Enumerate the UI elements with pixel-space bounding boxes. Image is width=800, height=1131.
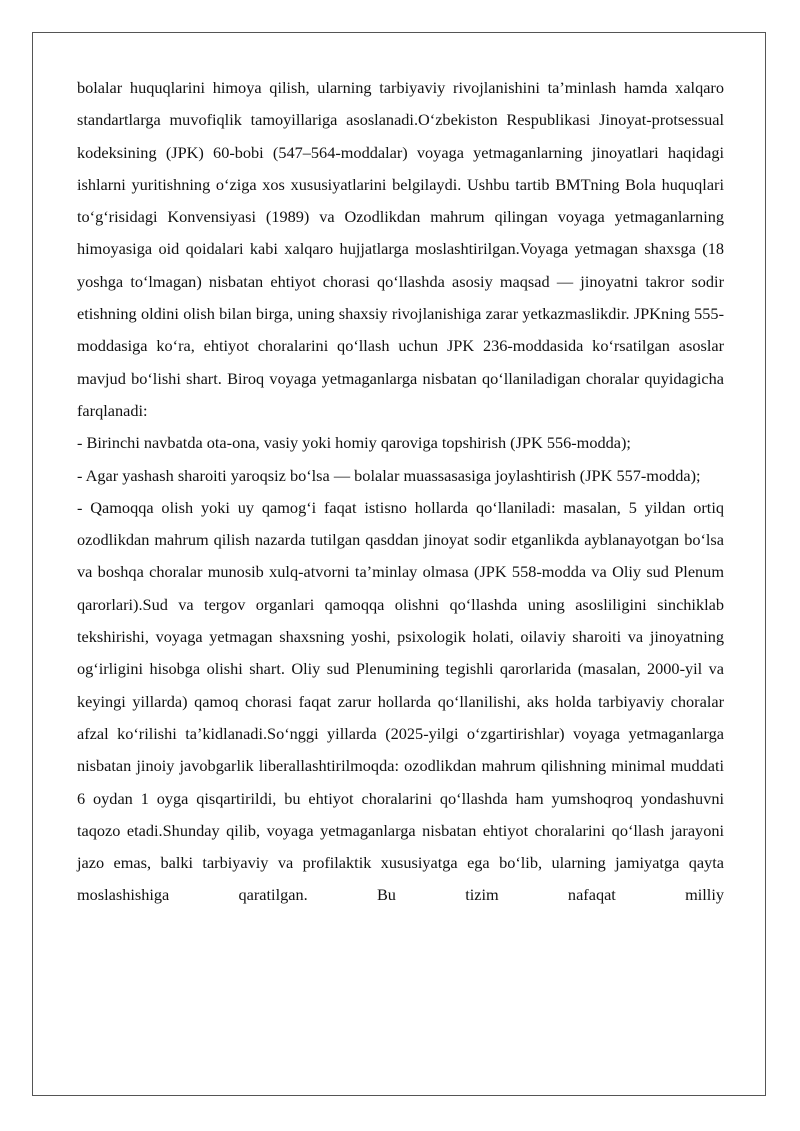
list-item-detention: - Qamoqqa olish yoki uy qamog‘i faqat istisno hollarda qo‘llaniladi: masalan, 5 yildan ortiq ozodlikdan mahrum qilish nazarda tutilgan qasddan jinoyat sodir etganlikda ayblanayotgan bo‘lsa va boshqa choralar munosib xulq-atvorni ta’minlay olmasa (JPK 558-modda va Oliy sud Plenum qarorlari).Sud va tergov organlari qamoqqa olishni qo‘llashda uning asosliligini sinchiklab tekshirishi, voyaga yetmagan shaxsning yoshi, psixologik holati, oilaviy sharoiti va jinoyatning og‘irligini hisobga olishi shart. Oliy sud Plenumining tegishli qarorlarida (masalan, 2000-yil va keyingi yillarda) qamoq chorasi faqat zarur hollarda qo‘llanilishi, aks holda tarbiyaviy choralar afzal ko‘rilishi ta’kidlanadi.So‘nggi yillarda (2025-yilgi o‘zgartirishlar) voyaga yetmaganlarga nisbatan jinoiy javobgarlik liberallashtirilmoqda: ozodlikdan mahrum qilishning minimal muddati 6 oydan 1 oyga qisqartirildi, bu ehtiyot choralarini qo‘llashda ham yumshoqroq yondashuvni taqozo etadi.Shunday qilib, voyaga yetmaganlarga nisbatan ehtiyot choralarini qo‘llash jarayoni jazo emas, balki tarbiyaviy va profilaktik xususiyatga ega bo‘lib, ularning jamiyatga qayta moslashishiga qaratilgan. Bu tizim nafaqat milliy (77, 497, 724, 905)
document-body (77, 72, 724, 912)
list-item-child-institution: - Agar yashash sharoiti yaroqsiz bo‘lsa — bolalar muassasasiga joylashtirish (JPK 557-modda); (77, 465, 701, 485)
list-item-parental-custody: - Birinchi navbatda ota-ona, vasiy yoki homiy qaroviga topshirish (JPK 556-modda); (77, 433, 631, 453)
paragraph-intro: bolalar huquqlarini himoya qilish, ularning tarbiyaviy rivojlanishini ta’minlash hamda xalqaro standartlarga muvofiqlik tamoyillariga asoslanadi.O‘zbekiston Respublikasi Jinoyat-protsessual kodeksining (JPK) 60-bobi (547–564-moddalar) voyaga yetmaganlarning jinoyatlari haqidagi ishlarni yuritishning o‘ziga xos xususiyatlarini belgilaydi. Ushbu tartib BMTning Bola huquqlari to‘g‘risidagi Konvensiyasi (1989) va Ozodlikdan mahrum qilingan voyaga yetmaganlarning himoyasiga oid qoidalari kabi xalqaro hujjatlarga moslashtirilgan.Voyaga yetmagan shaxsga (18 yoshga to‘lmagan) nisbatan ehtiyot chorasi qo‘llashda asosiy maqsad — jinoyatni takror sodir etishning oldini olish bilan birga, uning shaxsiy rivojlanishiga zarar yetkazmaslikdir. JPKning 555-moddasiga ko‘ra, ehtiyot choralarini qo‘llash uchun JPK 236-moddasida ko‘rsatilgan asoslar mavjud bo‘lishi shart. Biroq voyaga yetmaganlarga nisbatan qo‘llaniladigan choralar quyidagicha farqlanadi: (77, 78, 724, 420)
